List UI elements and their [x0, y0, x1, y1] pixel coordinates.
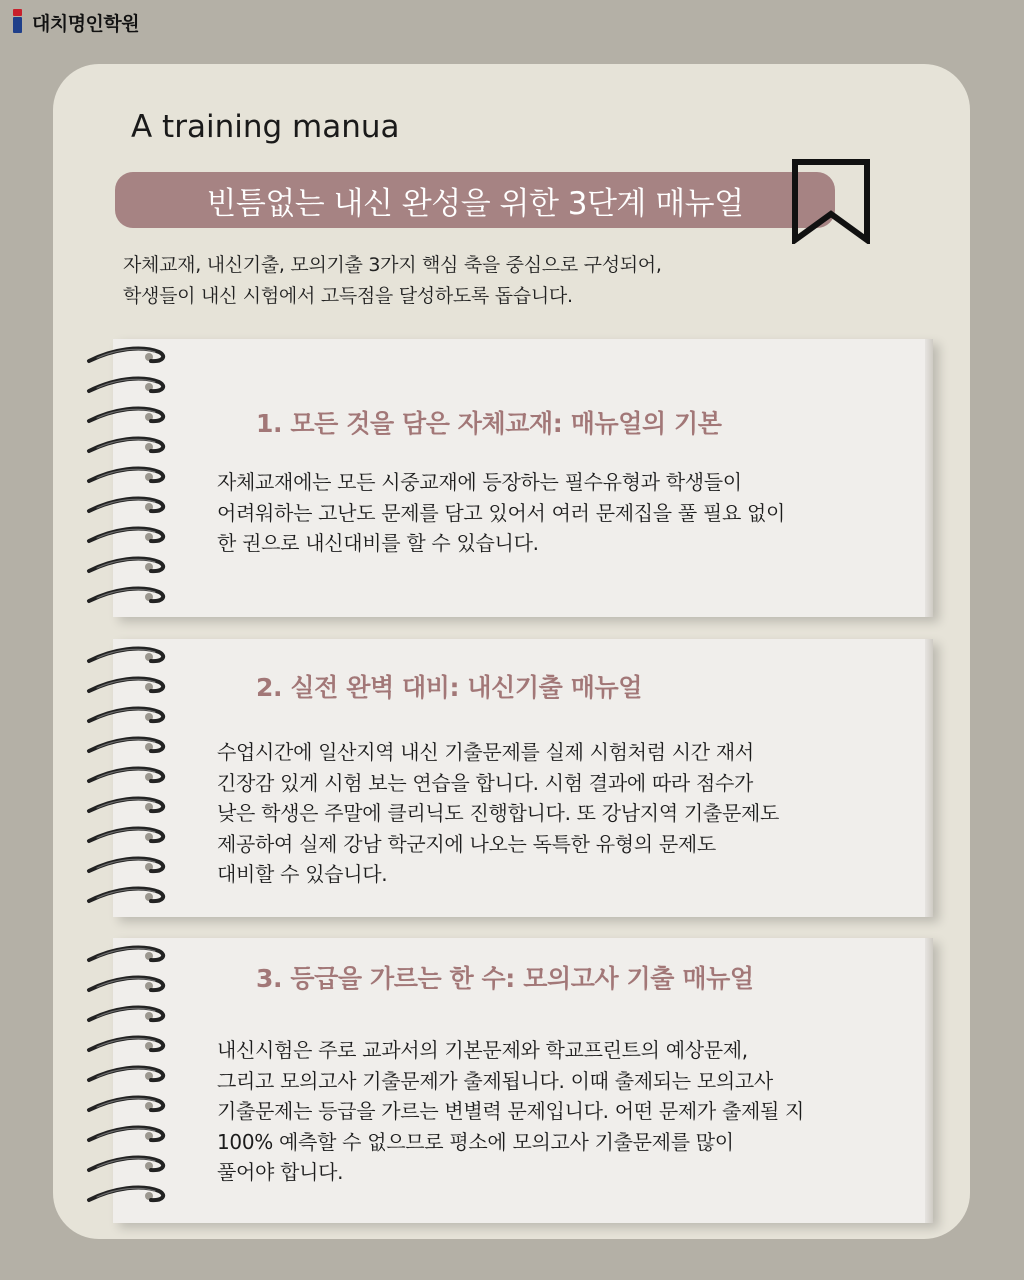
section-title-2: 2. 실전 완벽 대비: 내신기출 매뉴얼 — [256, 673, 642, 702]
section-body-1: 자체교재에는 모든 시중교재에 등장하는 필수유형과 학생들이 어려워하는 고난도 문제를 담고 있어서 여러 문제집을 풀 필요 없이 한 권으로 내신대비를 할 수 있습니다. — [217, 470, 786, 555]
bookmark-icon — [791, 158, 871, 244]
spiral-binding-icon — [83, 639, 188, 917]
spiral-binding-icon — [83, 938, 188, 1223]
brand-logo — [10, 7, 139, 37]
section-body-2: 수업시간에 일산지역 내신 기출문제를 실제 시험처럼 시간 재서 긴장감 있게 시험 보는 연습을 합니다. 시험 결과에 따라 점수가 낮은 학생은 주말에 클리닉도 진행합니다. 또 강남지역 기출문제도 제공하여 실제 강남 학군지에 나오는 독특한 유형의 문제도 대비할 수 있습니다. — [217, 740, 779, 886]
page-title: 빈틈없는 내신 완성을 위한 3단계 매뉴얼 — [206, 185, 744, 222]
notebook-page-2 — [113, 639, 933, 917]
logo-icon — [10, 9, 26, 35]
intro-text: 자체교재, 내신기출, 모의기출 3가지 핵심 축을 중심으로 구성되어, 학생들이 내신 시험에서 고득점을 달성하도록 돕습니다. — [123, 254, 662, 307]
spiral-binding-icon — [83, 339, 188, 617]
section-body-3: 내신시험은 주로 교과서의 기본문제와 학교프린트의 예상문제, 그리고 모의고사 기출문제가 출제됩니다. 이때 출제되는 모의고사 기출문제는 등급을 가르는 변별력 문제입니다. 어떤 문제가 출제될 지 100% 예측할 수 없으므로 평소에 모의고사 기출문제를 많이 풀어야 합니다. — [217, 1038, 805, 1184]
notebook-page-1 — [113, 339, 933, 617]
section-title-3: 3. 등급을 가르는 한 수: 모의고사 기출 매뉴얼 — [256, 964, 754, 993]
notebook-page-3 — [113, 938, 933, 1223]
brand-name: 대치명인학원 — [32, 12, 140, 35]
subtitle-english: A training manua — [131, 109, 400, 145]
content-card — [53, 64, 970, 1239]
title-banner — [115, 172, 835, 228]
section-title-1: 1. 모든 것을 담은 자체교재: 매뉴얼의 기본 — [256, 409, 722, 438]
